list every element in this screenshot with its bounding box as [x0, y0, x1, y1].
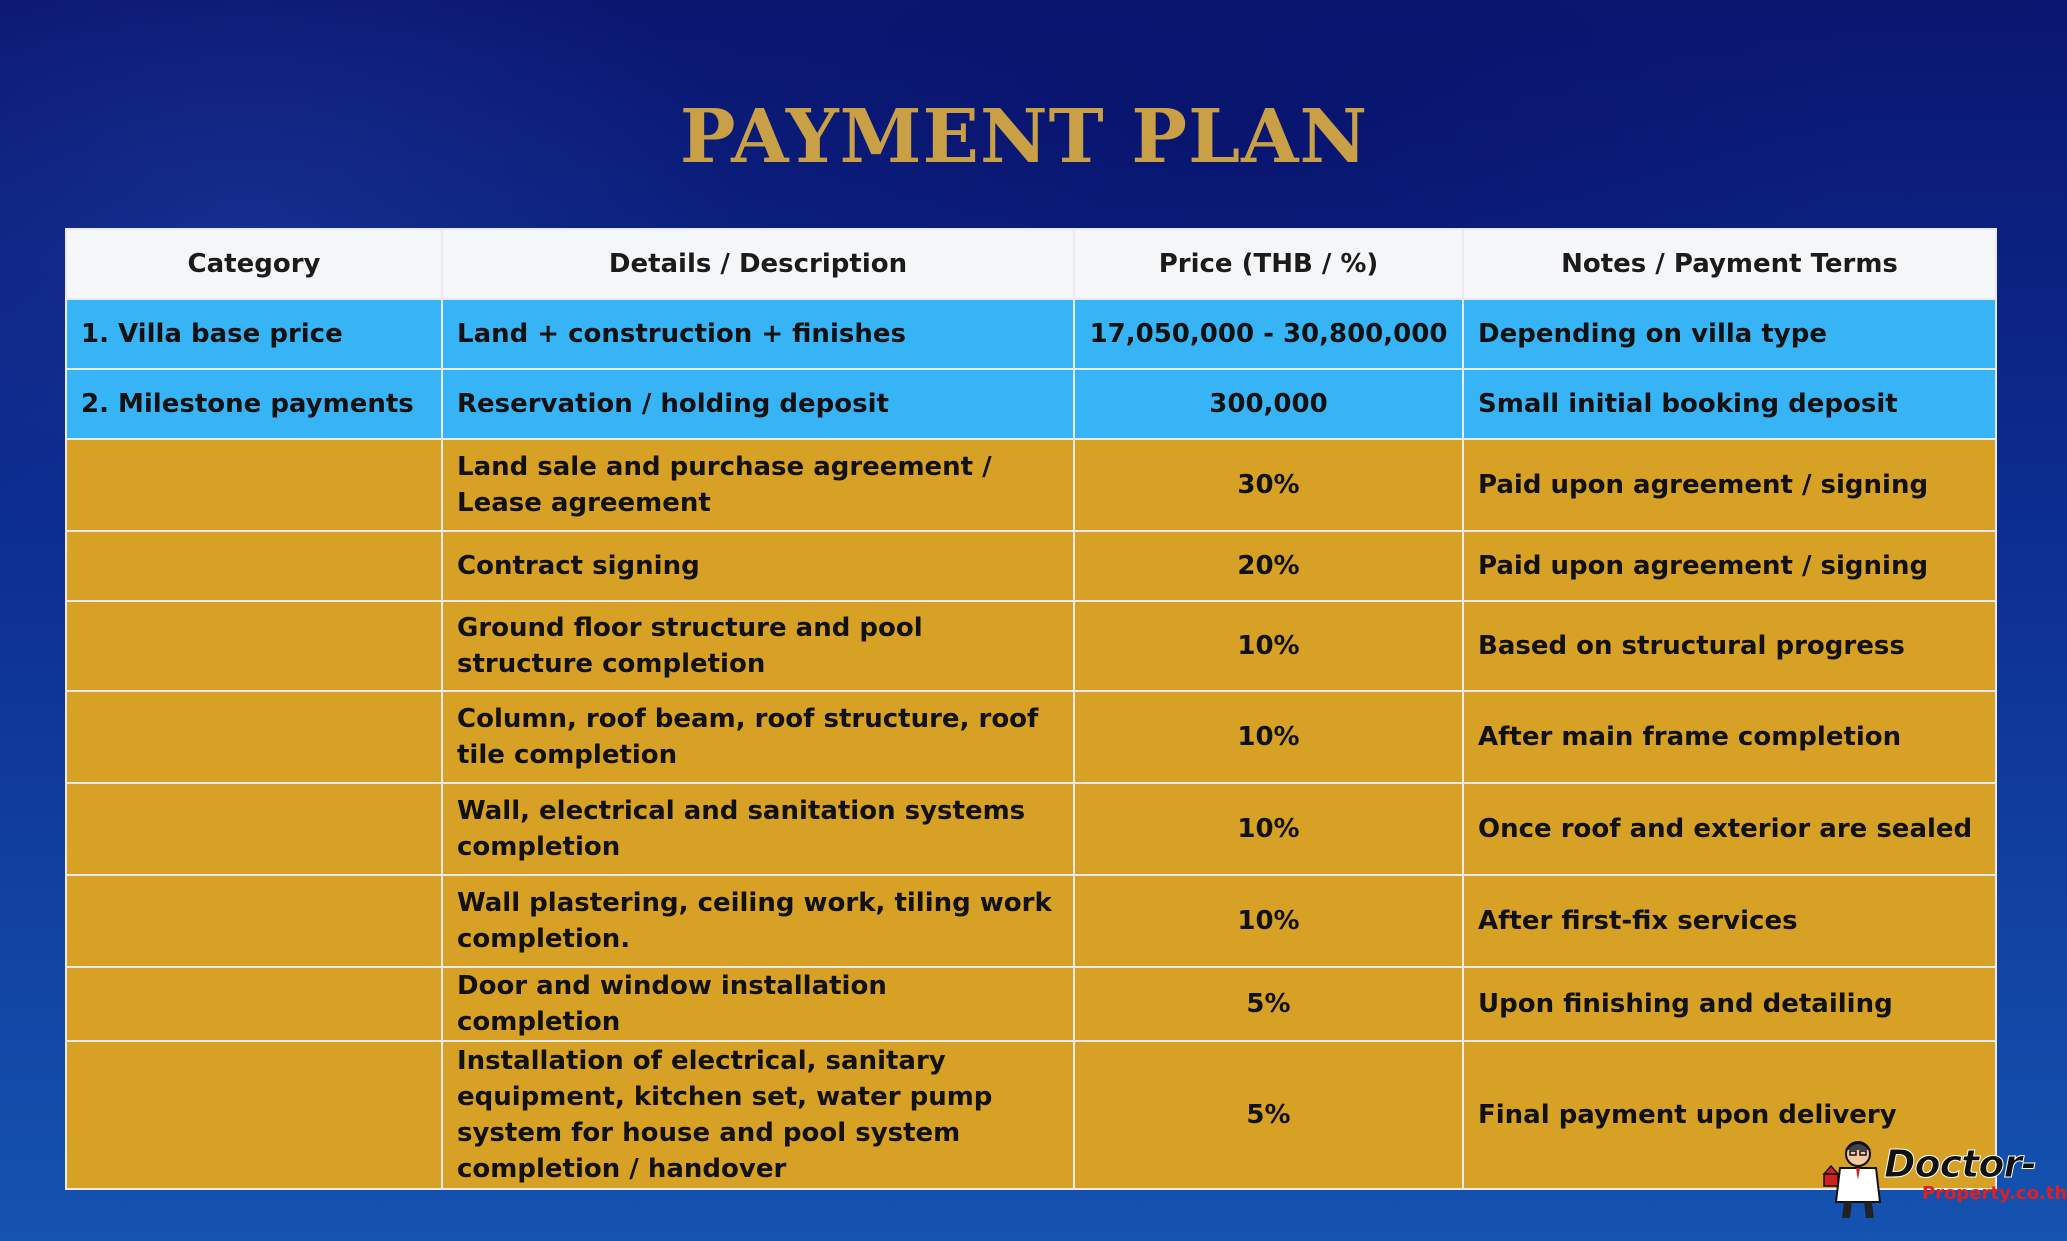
- table-row: [66, 783, 1996, 875]
- notes-cell: Paid upon agreement / signing: [1463, 439, 1996, 531]
- details-cell: Wall plastering, ceiling work, tiling work completion.: [442, 875, 1074, 967]
- category-cell: 2. Milestone payments: [66, 369, 442, 439]
- details-cell: Wall, electrical and sanitation systems completion: [442, 783, 1074, 875]
- logo-text: Doctor-: [1884, 1142, 2036, 1186]
- category-cell: [66, 439, 442, 531]
- header-details: Details / Description: [442, 229, 1074, 299]
- notes-cell: Final payment upon delivery: [1463, 1041, 1996, 1189]
- table-row: [66, 299, 1996, 369]
- price-cell: 5%: [1074, 967, 1463, 1041]
- table-body: [66, 299, 1996, 1189]
- price-cell: 10%: [1074, 783, 1463, 875]
- details-cell: Reservation / holding deposit: [442, 369, 1074, 439]
- table-row: [66, 601, 1996, 691]
- header-category: Category: [66, 229, 442, 299]
- doctor-mascot-icon: [1822, 1136, 1892, 1222]
- category-cell: 1. Villa base price: [66, 299, 442, 369]
- price-cell: 20%: [1074, 531, 1463, 601]
- category-cell: [66, 601, 442, 691]
- details-cell: Installation of electrical, sanitary equipment, kitchen set, water pump system for house and pool system completion / handover: [442, 1041, 1074, 1189]
- price-cell: 10%: [1074, 601, 1463, 691]
- table-row: [66, 531, 1996, 601]
- category-cell: [66, 531, 442, 601]
- details-cell: Ground floor structure and pool structure completion: [442, 601, 1074, 691]
- details-cell: Column, roof beam, roof structure, roof tile completion: [442, 691, 1074, 783]
- payment-plan-table: [65, 228, 1997, 1190]
- table-row: [66, 875, 1996, 967]
- category-cell: [66, 691, 442, 783]
- price-cell: 10%: [1074, 875, 1463, 967]
- header-row: [66, 229, 1996, 299]
- doctor-property-logo: [1822, 1136, 2067, 1222]
- header-price: Price (THB / %): [1074, 229, 1463, 299]
- notes-cell: Based on structural progress: [1463, 601, 1996, 691]
- table-row: [66, 691, 1996, 783]
- details-cell: Land + construction + finishes: [442, 299, 1074, 369]
- header-notes: Notes / Payment Terms: [1463, 229, 1996, 299]
- price-cell: 10%: [1074, 691, 1463, 783]
- notes-cell: Paid upon agreement / signing: [1463, 531, 1996, 601]
- table-row: [66, 369, 1996, 439]
- category-cell: [66, 967, 442, 1041]
- category-cell: [66, 1041, 442, 1189]
- logo-subtext: Property.co.th: [1922, 1183, 2067, 1204]
- price-cell: 5%: [1074, 1041, 1463, 1189]
- price-cell: 30%: [1074, 439, 1463, 531]
- details-cell: Contract signing: [442, 531, 1074, 601]
- category-cell: [66, 875, 442, 967]
- page-title: PAYMENT PLAN: [679, 94, 1369, 180]
- notes-cell: Once roof and exterior are sealed: [1463, 783, 1996, 875]
- table-header: [66, 229, 1996, 299]
- price-cell: 17,050,000 - 30,800,000: [1074, 299, 1463, 369]
- table-row: [66, 967, 1996, 1041]
- notes-cell: Depending on villa type: [1463, 299, 1996, 369]
- notes-cell: After first-fix services: [1463, 875, 1996, 967]
- notes-cell: Upon finishing and detailing: [1463, 967, 1996, 1041]
- price-cell: 300,000: [1074, 369, 1463, 439]
- details-cell: Land sale and purchase agreement / Lease agreement: [442, 439, 1074, 531]
- details-cell: Door and window installation completion: [442, 967, 1074, 1041]
- table-row: [66, 1041, 1996, 1189]
- category-cell: [66, 783, 442, 875]
- notes-cell: Small initial booking deposit: [1463, 369, 1996, 439]
- table-row: [66, 439, 1996, 531]
- notes-cell: After main frame completion: [1463, 691, 1996, 783]
